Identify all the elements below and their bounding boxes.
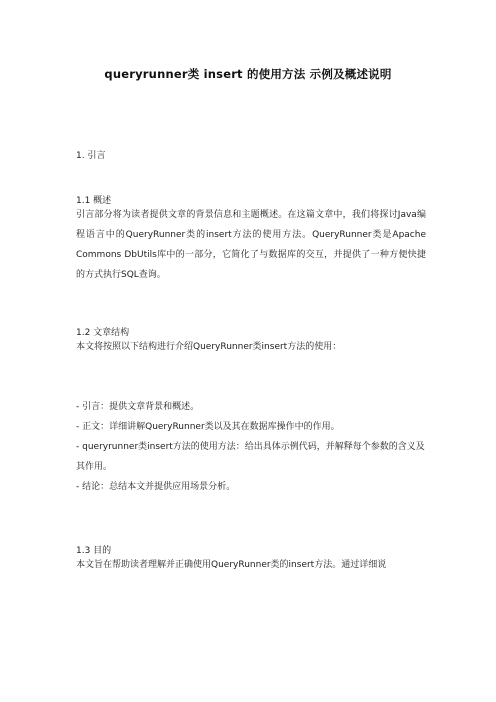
section-heading-introduction: 1. 引言 (76, 151, 106, 161)
structure-list-item: - 正文：详细讲解QueryRunner类以及其在数据库操作中的作用。 (76, 422, 340, 432)
section-heading-overview: 1.1 概述 (76, 196, 112, 206)
structure-list-item: - 引言：提供文章背景和概述。 (76, 402, 200, 412)
structure-list-item: - queryrunner类insert方法的使用方法：给出具体示例代码，并解释每个参数的含义及其作用。 (76, 442, 425, 472)
section-heading-purpose: 1.3 目的 (76, 546, 112, 556)
structure-list-item: - 结论：总结本文并提供应用场景分析。 (76, 482, 236, 492)
document-title: queryrunner类 insert 的使用方法 示例及概述说明 (104, 67, 392, 81)
overview-paragraph: 引言部分将为读者提供文章的背景信息和主题概述。在这篇文章中，我们将探讨Java编程语言中的QueryRunner类的insert方法的使用方法。QueryRunner类是Apache Commons DbUtils库中的一部分，它简化了与数据库的交互，并提供了一种方便快捷的方式执行SQL查询。 (76, 210, 426, 280)
structure-intro-paragraph: 本文将按照以下结构进行介绍QueryRunner类insert方法的使用： (76, 342, 342, 352)
section-heading-structure: 1.2 文章结构 (76, 328, 130, 338)
purpose-paragraph: 本文旨在帮助读者理解并正确使用QueryRunner类的insert方法。通过详细说 (76, 560, 387, 570)
